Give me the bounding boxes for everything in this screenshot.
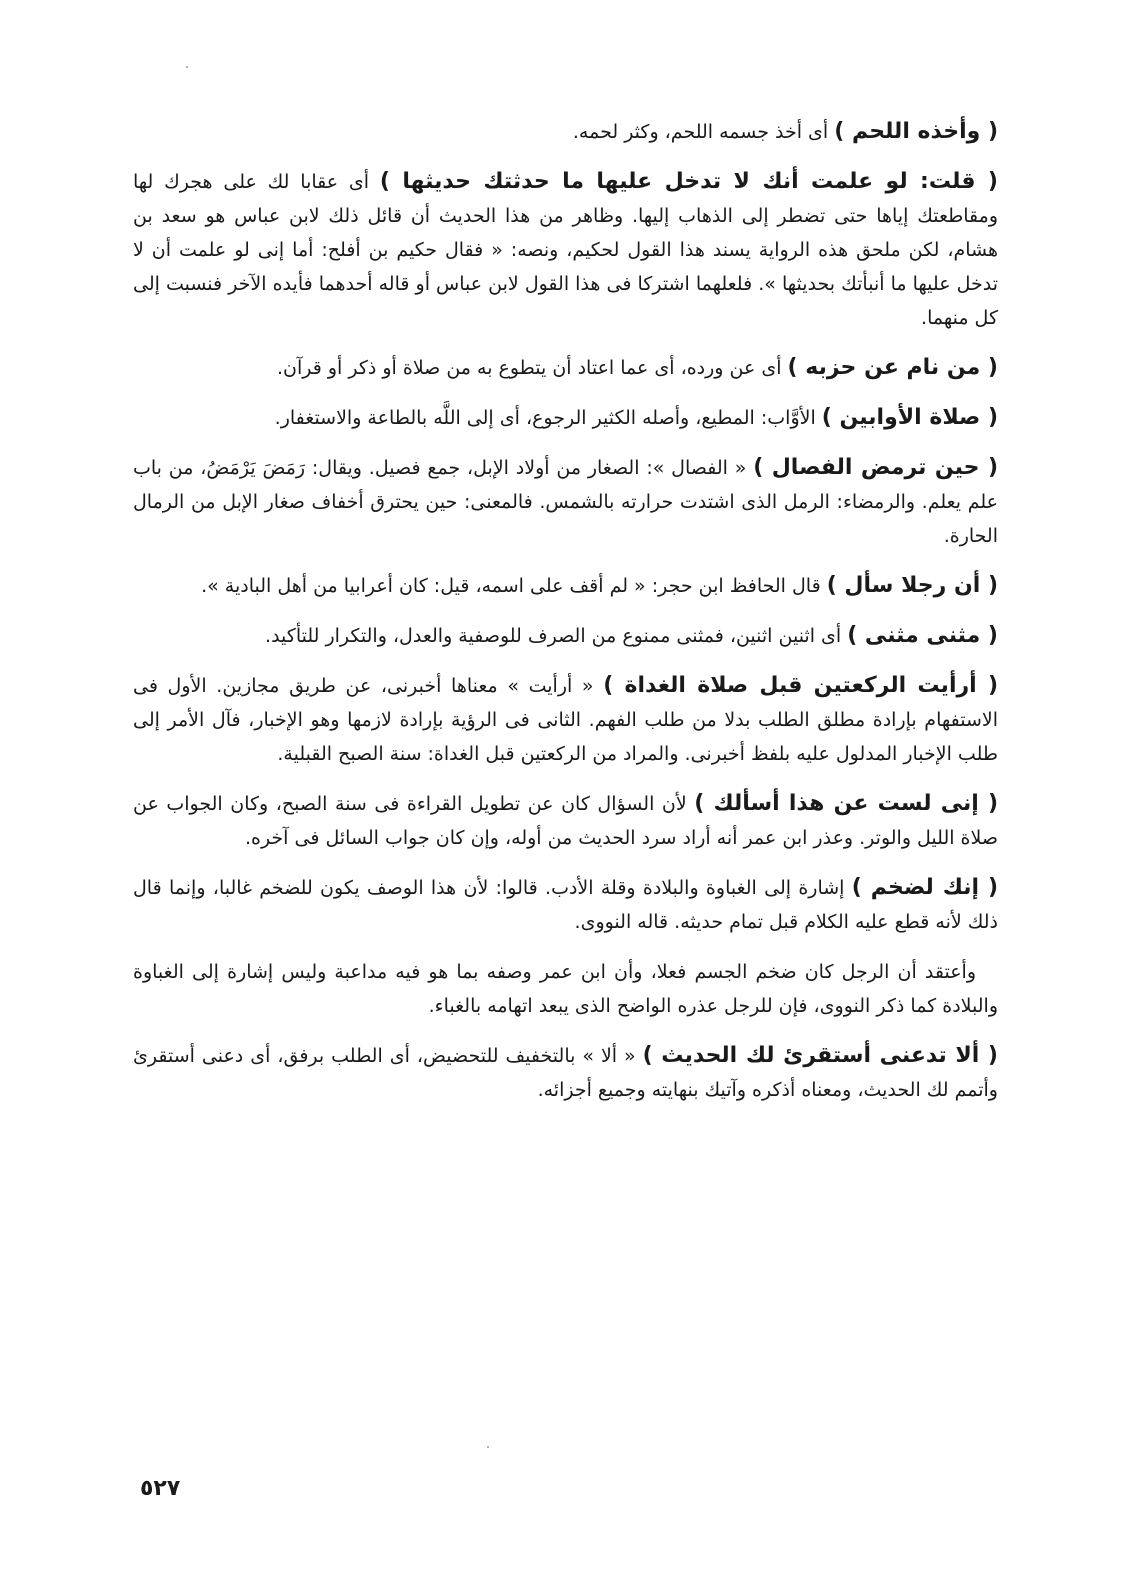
entry-headword: ( قلت: لو علمت أنك لا تدخل عليها ما حدثتك حديثها ) (379, 169, 998, 194)
entry-qultu-law-alimtu (133, 165, 998, 335)
author-opinion-paragraph (133, 955, 998, 1023)
entry-mathna-mathna (133, 619, 998, 653)
entry-anna-rajulan-saala (133, 569, 998, 603)
ink-speck (186, 66, 188, 68)
entry-headword: ( أن رجلا سأل ) (826, 573, 998, 598)
entry-explanation: إشارة إلى الغباوة والبلادة وقلة الأدب. قالوا: لأن هذا الوصف يكون للضخم غالبا، وإنما قال ذلك لأنه قطع عليه الكلام قبل تمام حديثه. قاله النووى. (133, 877, 998, 933)
entry-headword: ( وأخذه اللحم ) (834, 119, 998, 144)
entry-hina-tarmad-al-fisal (133, 451, 998, 553)
entry-araayta-ar-rakatayn (133, 669, 998, 771)
entry-headword: ( حين ترمض الفصال ) (753, 455, 998, 480)
ink-speck (487, 1446, 489, 1448)
entry-headword: ( أرأيت الركعتين قبل صلاة الغداة ) (603, 673, 998, 698)
entry-headword: ( إنى لست عن هذا أسألك ) (694, 791, 998, 816)
entry-explanation: لأن السؤال كان عن تطويل القراءة فى سنة الصبح، وكان الجواب عن صلاة الليل والوتر. وعذر ابن عمر أنه أراد سرد الحديث من أوله، وإن كان جواب السائل فى آخره. (133, 793, 998, 849)
entry-explanation: أى اثنين اثنين، فمثنى ممنوع من الصرف للوصفية والعدل، والتكرار للتأكيد. (265, 625, 848, 647)
entry-headword: ( ألا تدعنى أستقرئ لك الحديث ) (642, 1043, 998, 1068)
entry-explanation: قال الحافظ ابن حجر: « لم أقف على اسمه، قيل: كان أعرابيا من أهل البادية ». (201, 575, 827, 597)
entry-explanation: أى عن ورده، أى عما اعتاد أن يتطوع به من صلاة أو ذكر أو قرآن. (276, 357, 788, 379)
entry-salat-al-awwabin (133, 401, 998, 435)
entry-man-nama-an-hizbihi (133, 351, 998, 385)
entry-ala-tadaani-astaqri (133, 1039, 998, 1107)
commentary-text (133, 115, 998, 1123)
entry-headword: ( إنك لضخم ) (851, 875, 999, 900)
entry-innaka-la-dakhm (133, 871, 998, 939)
entry-explanation: الأوَّاب: المطيع، وأصله الكثير الرجوع، أى إلى اللَّه بالطاعة والاستغفار. (274, 407, 822, 429)
entry-explanation: « أرأيت » معناها أخبرنى، عن طريق مجازين. الأول فى الاستفهام بإرادة مطلق الطلب بدلا من طلب الفهم. الثانى فى الرؤية بإرادة لازمها وهو الإخبار، فآل الأمر إلى طلب الإخبار المدلول عليه بلفظ أخبرنى. والمراد من الركعتين قبل الغداة: سنة الصبح القبلية. (133, 675, 998, 765)
entry-headword: ( صلاة الأوابين ) (821, 405, 998, 430)
entry-explanation: أى عقابا لك على هجرك لها ومقاطعتك إياها حتى تضطر إلى الذهاب إليها. وظاهر من هذا الحديث أن قائل ذلك لابن عباس هو سعد بن هشام، لكن ملحق هذه الرواية يسند هذا القول لحكيم، ونصه: « فقال حكيم بن أفلح: أما إنى لو علمت أن لا تدخل عليها ما أنبأتك بحديثها ». فلعلهما اشتركا فى هذا القول لابن عباس أو قاله أحدهما فأيده الآخر فنسبت إلى كل منهما. (133, 171, 998, 329)
entry-inni-lastu-an-hadha (133, 787, 998, 855)
page-number: ٥٢٧ (140, 1476, 181, 1501)
entry-explanation: « ألا » بالتخفيف للتحضيض، أى الطلب برفق، أى دعنى أستقرئ وأتمم لك الحديث، ومعناه أذكره وآتيك بنهايته وجميع أجزائه. (133, 1045, 998, 1101)
entry-explanation: وأعتقد أن الرجل كان ضخم الجسم فعلا، وأن ابن عمر وصفه بما هو فيه مداعبة وليس إشارة إلى الغباوة والبلادة كما ذكر النووى، فإن للرجل عذره الواضح الذى يبعد اتهامه بالغباء. (133, 961, 998, 1017)
entry-wa-akhadhahu-al-lahm (133, 115, 998, 149)
entry-explanation: « الفصال »: الصغار من أولاد الإبل، جمع فصيل. ويقال: رَمَضَ يَرْمَضُ، من باب علم يعلم. والرمضاء: الرمل الذى اشتدت حرارته بالشمس. فالمعنى: حين يحترق أخفاف صغار الإبل من الرمال الحارة. (133, 457, 998, 547)
entry-headword: ( من نام عن حزبه ) (787, 355, 998, 380)
entry-explanation: أى أخذ جسمه اللحم، وكثر لحمه. (572, 121, 835, 143)
entry-headword: ( مثنى مثنى ) (847, 623, 998, 648)
